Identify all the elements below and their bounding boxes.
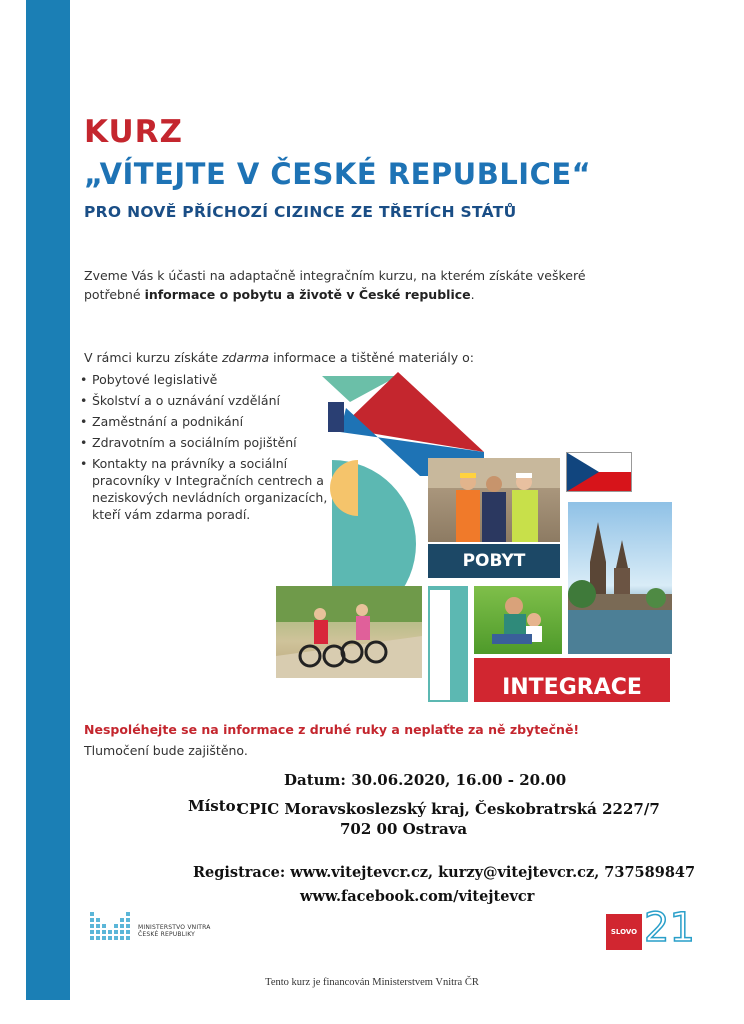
event-place-postcode: 702 00 Ostrava <box>340 820 468 838</box>
workers-photo <box>428 458 560 542</box>
intro-text: Zveme Vás k účasti na adaptačně integračním kurzu, na kterém získáte veškeré potřebné <box>84 268 586 302</box>
event-place-address: CPIC Moravskoslezský kraj, Českobratrská 2227/7 <box>237 800 660 818</box>
intro-end: . <box>470 287 475 302</box>
list-item: • Zaměstnání a podnikání <box>80 413 330 430</box>
left-accent-bar <box>26 0 70 1000</box>
family-photo <box>474 586 562 654</box>
intro-paragraph <box>84 266 644 304</box>
prague-photo <box>568 502 672 654</box>
pobyt-label: POBYT <box>462 551 526 571</box>
ministry-logo-line1: MINISTERSTVO VNITRA <box>138 924 211 931</box>
list-item: • Pobytové legislativě <box>80 371 330 388</box>
event-place-label: Místo: <box>188 797 242 815</box>
cyclists-photo <box>276 586 422 678</box>
illustration-collage <box>270 372 675 707</box>
ministry-logo-text <box>138 924 211 938</box>
materials-lead-italic: zdarma <box>221 350 270 365</box>
registration-contacts: Registrace: www.vitejtevcr.cz, kurzy@vitejtevcr.cz, 737589847 <box>193 864 696 881</box>
facebook-link: www.facebook.com/vitejtevcr <box>300 888 535 905</box>
integrace-label-box <box>474 658 670 702</box>
materials-lead-text: V rámci kurzu získáte <box>84 350 222 365</box>
ministry-logo-icon <box>90 912 134 946</box>
pobyt-label-box <box>428 544 560 578</box>
funding-footer: Tento kurz je financován Ministerstvem Vnitra ČR <box>265 977 479 988</box>
interpreting-note: Tlumočení bude zajištěno. <box>84 743 248 758</box>
list-item: • Školství a o uznávání vzdělání <box>80 392 330 409</box>
navy-block-shape <box>328 402 344 432</box>
page-title: „VÍTEJTE V ČESKÉ REPUBLICE“ <box>84 157 592 191</box>
ministry-logo-line2: ČESKÉ REPUBLIKY <box>138 931 196 938</box>
integrace-label: INTEGRACE <box>502 675 642 700</box>
materials-lead-end: informace a tištěné materiály o: <box>269 350 474 365</box>
event-date: Datum: 30.06.2020, 16.00 - 20.00 <box>284 771 567 789</box>
intro-bold-text: informace o pobytu a životě v České republice <box>144 287 471 302</box>
page-subtitle: PRO NOVĚ PŘÍCHOZÍ CIZINCE ZE TŘETÍCH STÁTŮ <box>84 203 517 221</box>
white-strip-shape <box>430 590 450 700</box>
title-kurz: KURZ <box>84 114 183 150</box>
slovo-logo-text: SLOVO <box>610 928 638 936</box>
czech-flag-icon <box>566 452 632 492</box>
list-item: • Kontakty na právníky a sociální pracovníky v Integračních centrech a neziskových nevládních organizacích, kteří vám zdarma poradí. <box>80 455 330 523</box>
list-item: • Zdravotním a sociálním pojištění <box>80 434 330 451</box>
materials-lead <box>84 350 474 365</box>
warning-notice: Nespoléhejte se na informace z druhé ruky a neplaťte za ně zbytečně! <box>84 722 580 737</box>
slovo-logo-number: 21 <box>644 905 695 951</box>
